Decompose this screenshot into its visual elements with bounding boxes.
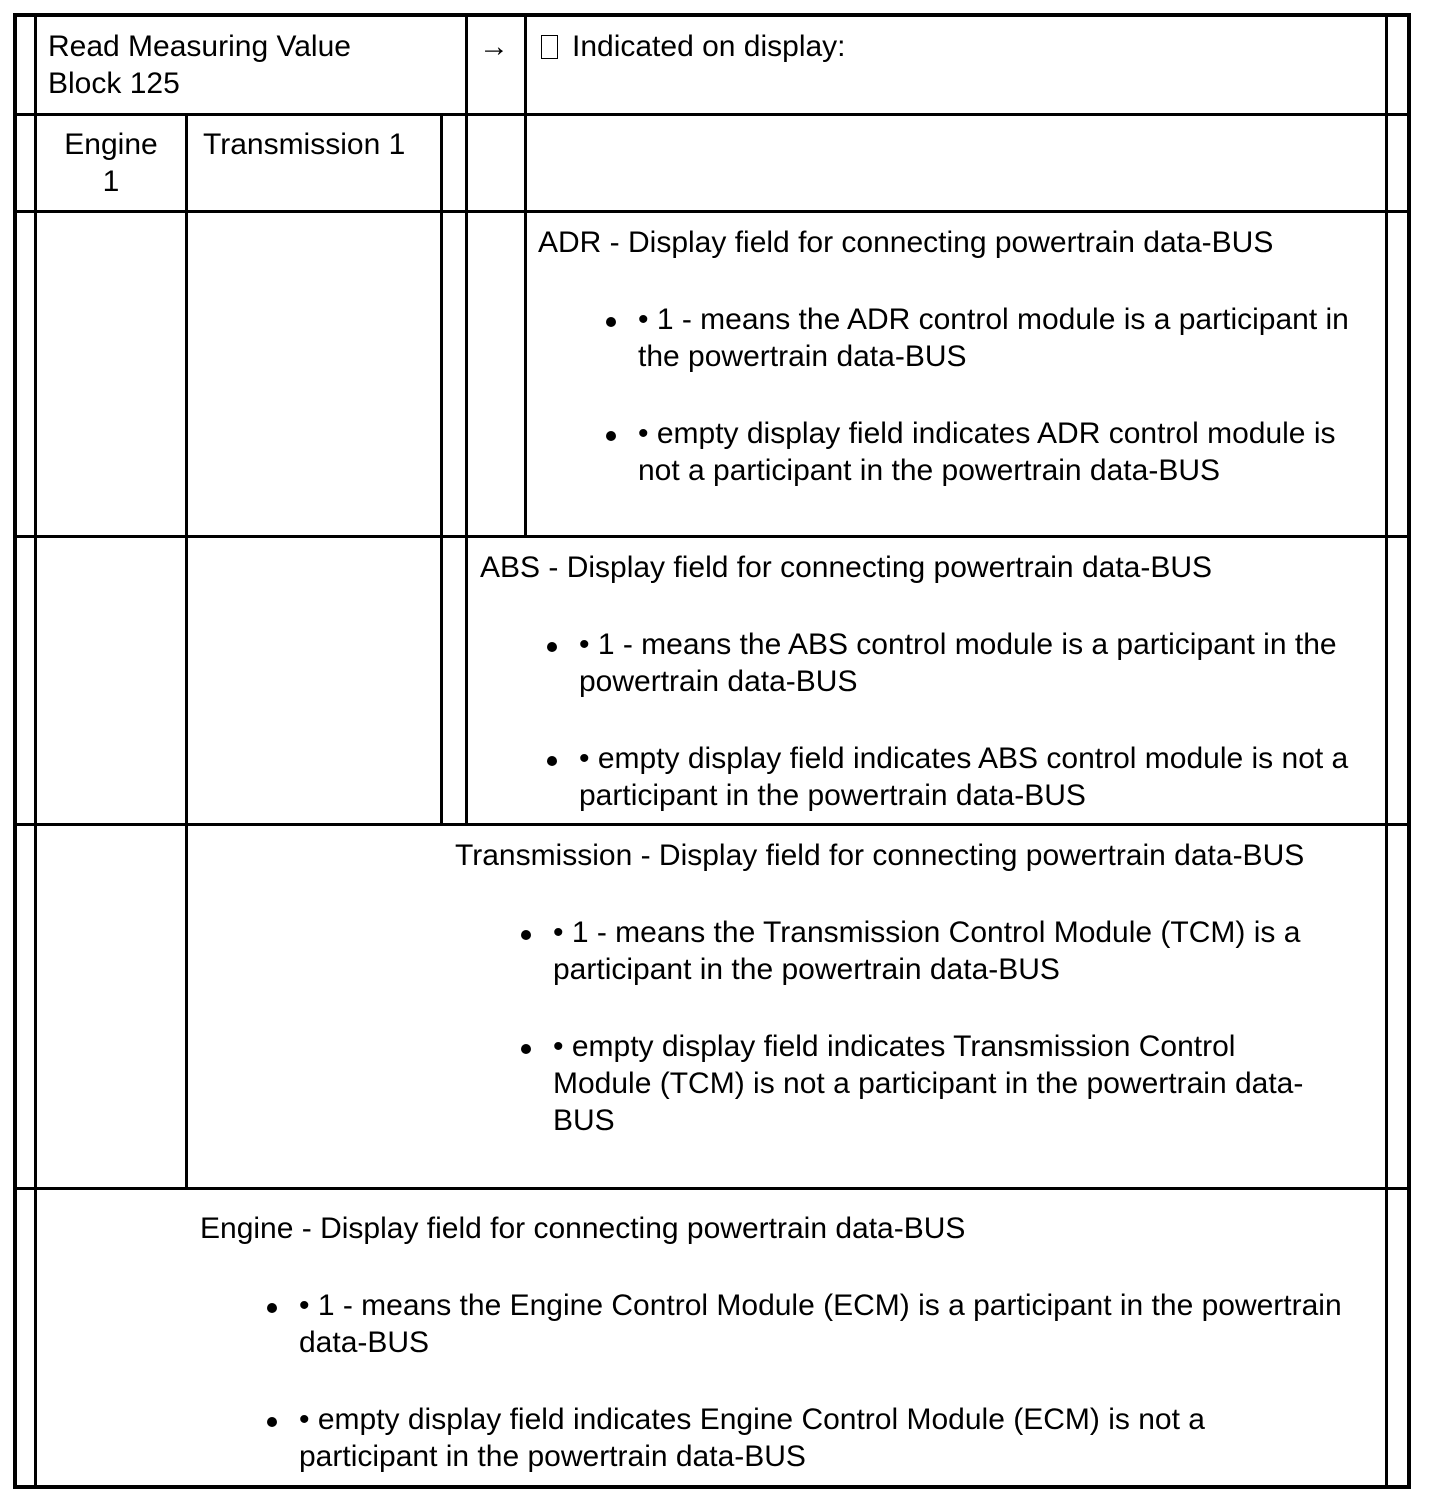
- table-border-bottom: [13, 1485, 1411, 1489]
- arrow-icon: →: [479, 30, 509, 63]
- row-divider: [13, 823, 1411, 826]
- column-divider: [465, 113, 468, 826]
- list-item: [579, 740, 1375, 814]
- engine-description: [200, 1210, 1350, 1475]
- transmission-bullet-not-participant: • empty display field indicates Transmission Control Module (TCM) is not a participant in the powertrain data-BUS: [553, 1030, 1304, 1137]
- column-divider: [185, 113, 188, 1189]
- engine-bullet-list: [299, 1287, 1350, 1475]
- list-item: [553, 1028, 1335, 1139]
- transmission-column-header: Transmission 1: [203, 128, 406, 161]
- list-item: [299, 1401, 1350, 1475]
- bullet-dot-icon: [521, 1044, 531, 1054]
- table-border-top: [13, 13, 1411, 17]
- bullet-dot-icon: [267, 1303, 277, 1313]
- checkbox-square-icon: [541, 35, 558, 59]
- engine-column-header: [37, 126, 185, 200]
- abs-description: [480, 549, 1375, 814]
- engine-header-line1: Engine: [64, 128, 158, 161]
- indicated-on-display-label: [541, 28, 1371, 65]
- engine-bullet-not-participant: • empty display field indicates Engine Control Module (ECM) is not a participant in the powertrain data-BUS: [299, 1403, 1205, 1473]
- engine-description-title: Engine - Display field for connecting powertrain data-BUS: [200, 1212, 966, 1245]
- bullet-dot-icon: [547, 642, 557, 652]
- block-title-line2: Block 125: [48, 67, 180, 100]
- table-border-left: [13, 13, 17, 1489]
- list-item: [638, 415, 1373, 489]
- table-border-right: [1407, 13, 1411, 1489]
- row-divider: [13, 210, 1411, 213]
- row-divider: [13, 535, 1411, 538]
- transmission-bullet-list: [553, 914, 1335, 1139]
- row-divider: [13, 1187, 1411, 1190]
- bullet-dot-icon: [521, 930, 531, 940]
- block-title-line1: Read Measuring Value: [48, 30, 351, 63]
- block-title: [48, 28, 458, 102]
- list-item: [638, 301, 1373, 375]
- bullet-dot-icon: [547, 756, 557, 766]
- abs-bullet-list: [579, 626, 1375, 814]
- adr-bullet-list: [638, 301, 1373, 489]
- engine-bullet-participant: • 1 - means the Engine Control Module (ECM) is a participant in the powertrain data-BUS: [299, 1289, 1342, 1359]
- adr-bullet-participant: • 1 - means the ADR control module is a participant in the powertrain data-BUS: [638, 303, 1349, 373]
- bullet-dot-icon: [606, 431, 616, 441]
- transmission-bullet-participant: • 1 - means the Transmission Control Module (TCM) is a participant in the powertrain data-BUS: [553, 916, 1301, 986]
- column-divider: [465, 13, 468, 115]
- list-item: [299, 1287, 1350, 1361]
- adr-description-title: ADR - Display field for connecting powertrain data-BUS: [538, 226, 1274, 259]
- column-divider: [524, 13, 527, 538]
- abs-bullet-not-participant: • empty display field indicates ABS control module is not a participant in the powertrain data-BUS: [579, 742, 1349, 812]
- row-divider: [13, 113, 1411, 116]
- engine-header-line2: 1: [102, 165, 120, 198]
- abs-bullet-participant: • 1 - means the ABS control module is a participant in the powertrain data-BUS: [579, 628, 1337, 698]
- list-item: [553, 914, 1335, 988]
- column-divider: [1385, 13, 1388, 1489]
- indicated-on-display-text: Indicated on display:: [572, 30, 846, 63]
- adr-bullet-not-participant: • empty display field indicates ADR control module is not a participant in the powertrain data-BUS: [638, 417, 1336, 487]
- abs-description-title: ABS - Display field for connecting powertrain data-BUS: [480, 551, 1213, 584]
- bullet-dot-icon: [606, 317, 616, 327]
- column-divider: [34, 13, 37, 1489]
- adr-description: [538, 224, 1373, 489]
- transmission-description: [455, 837, 1335, 1139]
- list-item: [579, 626, 1375, 700]
- column-divider: [440, 113, 443, 826]
- bullet-dot-icon: [267, 1417, 277, 1427]
- transmission-description-title: Transmission - Display field for connecting powertrain data-BUS: [455, 839, 1305, 872]
